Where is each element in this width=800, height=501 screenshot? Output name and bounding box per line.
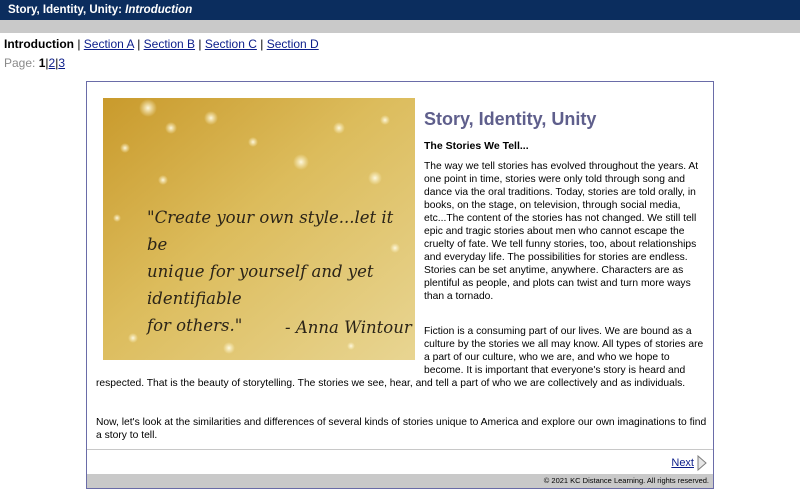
body-paragraph: The way we tell stories has evolved throughout the years. At one point in time, stories were only told through song and dance via the oral traditions. Today, stories are told orally, in books, on the stage, on television, through social media, etc...The content of the stories has not changed. We still tell epic and tragic stories about men who cannot escape the cruelty of fate. We tell funny stories, too, about relationships and everyday life. The possibilities for stories are endless. Stories can be set anytime, anywhere. Characters are as plentiful as people, and plots can twist and turn more ways than a tornado. (424, 161, 699, 302)
page-link-3[interactable]: 3 (58, 56, 66, 70)
body-paragraph: Fiction is a consuming part of our lives. We are bound as a culture by the stories we all may know. All types of stories are a part of our culture, who we are, and who we hope to become. It is important that everyone's story is heard and (424, 326, 704, 376)
separator: | (260, 37, 264, 51)
course-title (0, 4, 192, 16)
separator: | (77, 37, 81, 51)
section-current-introduction: Introduction (4, 37, 74, 51)
divider (87, 449, 713, 450)
page-current: 1 (38, 56, 46, 70)
quote-author: - Anna Wintour (285, 318, 412, 337)
footer (87, 474, 713, 488)
quote-image (103, 98, 415, 360)
section-link-c[interactable]: Section C (204, 37, 257, 51)
page-heading: Story, Identity, Unity (424, 109, 597, 129)
page-navigation (4, 56, 65, 70)
course-title-bar (0, 0, 800, 20)
course-title-subtitle: Introduction (125, 4, 193, 16)
next-navigation (671, 455, 707, 471)
section-navigation (4, 37, 319, 51)
section-link-d[interactable]: Section D (266, 37, 319, 51)
section-link-b[interactable]: Section B (143, 37, 196, 51)
course-title-text: Story, Identity, Unity: (8, 4, 122, 16)
header-divider-bar (0, 20, 800, 33)
section-link-a[interactable]: Section A (83, 37, 134, 51)
copyright-text: © 2021 KC Distance Learning. All rights reserved. (543, 476, 709, 485)
body-paragraph: Now, let's look at the similarities and differences of several kinds of stories unique to America and explore our own imaginations to find a story to tell. (96, 417, 707, 441)
page-label: Page: (4, 56, 36, 70)
page-link-2[interactable]: 2 (48, 56, 56, 70)
separator: | (45, 56, 49, 70)
next-arrow-icon[interactable] (697, 455, 707, 471)
quote-line: "Create your own style...let it be (147, 208, 394, 254)
body-paragraph-continued: respected. That is the beauty of storytelling. The stories we see, hear, and tell a part of who we are collectively and as individuals. (96, 378, 686, 389)
separator: | (198, 37, 202, 51)
separator: | (55, 56, 59, 70)
content-frame (86, 81, 714, 489)
quote-line: unique for yourself and yet identifiable (147, 262, 374, 308)
subheading: The Stories We Tell... (424, 140, 529, 152)
next-link[interactable]: Next (671, 457, 694, 469)
quote-line: for others." (147, 316, 243, 335)
separator: | (137, 37, 141, 51)
